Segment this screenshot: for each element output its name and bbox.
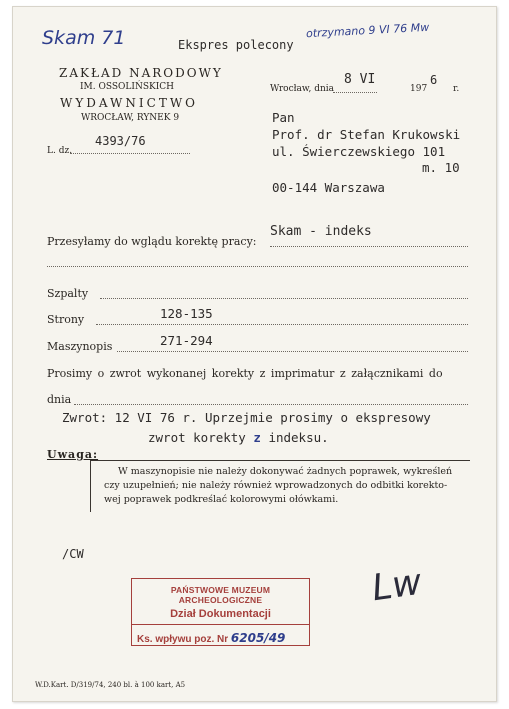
note-line1: W maszynopisie nie należy dokonywać żadnych poprawek, wykreśleń — [118, 466, 453, 477]
recipient-line2: Prof. dr Stefan Krukowski — [272, 127, 461, 142]
maszynopis-dotted-line — [117, 351, 468, 352]
recipient-line1: Pan — [272, 110, 295, 125]
dnia-label: dnia — [47, 393, 72, 406]
stamp-line2: Dział Dokumentacji — [170, 608, 271, 620]
return-line2 — [148, 430, 329, 445]
dnia-dotted-line — [74, 404, 468, 405]
stamp-line3-label: Ks. wpływu poz. Nr — [137, 634, 229, 645]
handwritten-received-note: otrzymano 9 VI 76 Mw — [305, 20, 430, 41]
return-line2-end: indeksu. — [268, 430, 329, 445]
sender-line1: ZAKŁAD NARODOWY — [59, 66, 223, 80]
typist-initials: /CW — [62, 547, 84, 561]
stamp-divider — [132, 624, 309, 625]
recipient-line5: 00-144 Warszawa — [272, 180, 385, 195]
return-line2-start: zwrot korekty — [148, 430, 246, 445]
maszynopis-value: 271-294 — [160, 333, 213, 348]
form-footer: W.D.Kart. D/319/74, 240 bl. à 100 kart, A5 — [35, 681, 186, 689]
strony-value: 128-135 — [160, 306, 213, 321]
strony-dotted-line — [96, 324, 468, 325]
date-prefix: Wrocław, dnia — [270, 84, 335, 94]
ref-dotted-line — [70, 153, 190, 154]
ref-value: 4393/76 — [95, 134, 146, 148]
note-label: Uwaga: — [47, 448, 99, 461]
signature: Lw — [369, 561, 425, 610]
stamp-line3-value: 6205/49 — [230, 631, 286, 645]
sender-line4: WROCŁAW, RYNEK 9 — [81, 113, 180, 123]
handwritten-archive-mark: Skam 71 — [42, 27, 126, 49]
request-text: Prosimy o zwrot wykonanej korekty z imprimatur z załącznikami do — [47, 367, 443, 380]
recipient-line3: ul. Świerczewskiego 101 — [272, 144, 446, 159]
work-title-dotted-line-2 — [47, 266, 468, 267]
strony-label: Strony — [47, 313, 85, 326]
return-line1: Zwrot: 12 VI 76 r. Uprzejmie prosimy o ekspresowy — [62, 410, 431, 425]
intro-label: Przesyłamy do wglądu korektę pracy: — [47, 235, 257, 248]
recipient-line4: m. 10 — [422, 160, 460, 175]
envelope-note: Ekspres polecony — [178, 38, 294, 52]
note-line3: wej poprawek podkreślać kolorowymi ołówkami. — [104, 494, 339, 505]
date-year-digit: 6 — [430, 73, 438, 87]
date-dotted-line — [333, 92, 377, 93]
szpalty-label: Szpalty — [47, 287, 89, 300]
szpalty-dotted-line — [100, 298, 468, 299]
stamp-line1: PAŃSTWOWE MUZEUM ARCHEOLOGICZNE — [170, 585, 271, 605]
work-title-dotted-line — [270, 246, 468, 247]
work-title: Skam - indeks — [270, 224, 372, 239]
date-day-month: 8 VI — [344, 72, 376, 87]
sender-line3: WYDAWNICTWO — [60, 96, 198, 110]
maszynopis-label: Maszynopis — [47, 340, 113, 353]
return-strike: z — [253, 430, 261, 445]
date-suffix: r. — [453, 84, 460, 94]
archive-stamp — [131, 578, 310, 646]
sender-line2: IM. OSSOLIŃSKICH — [80, 82, 175, 92]
stamp-line3 — [132, 631, 309, 645]
ref-label: L. dz. — [47, 146, 73, 156]
date-year-prefix: 197 — [410, 84, 428, 94]
note-line2: czy uzupełnień; nie należy również wprowadzonych do odbitki korekto- — [104, 480, 448, 491]
